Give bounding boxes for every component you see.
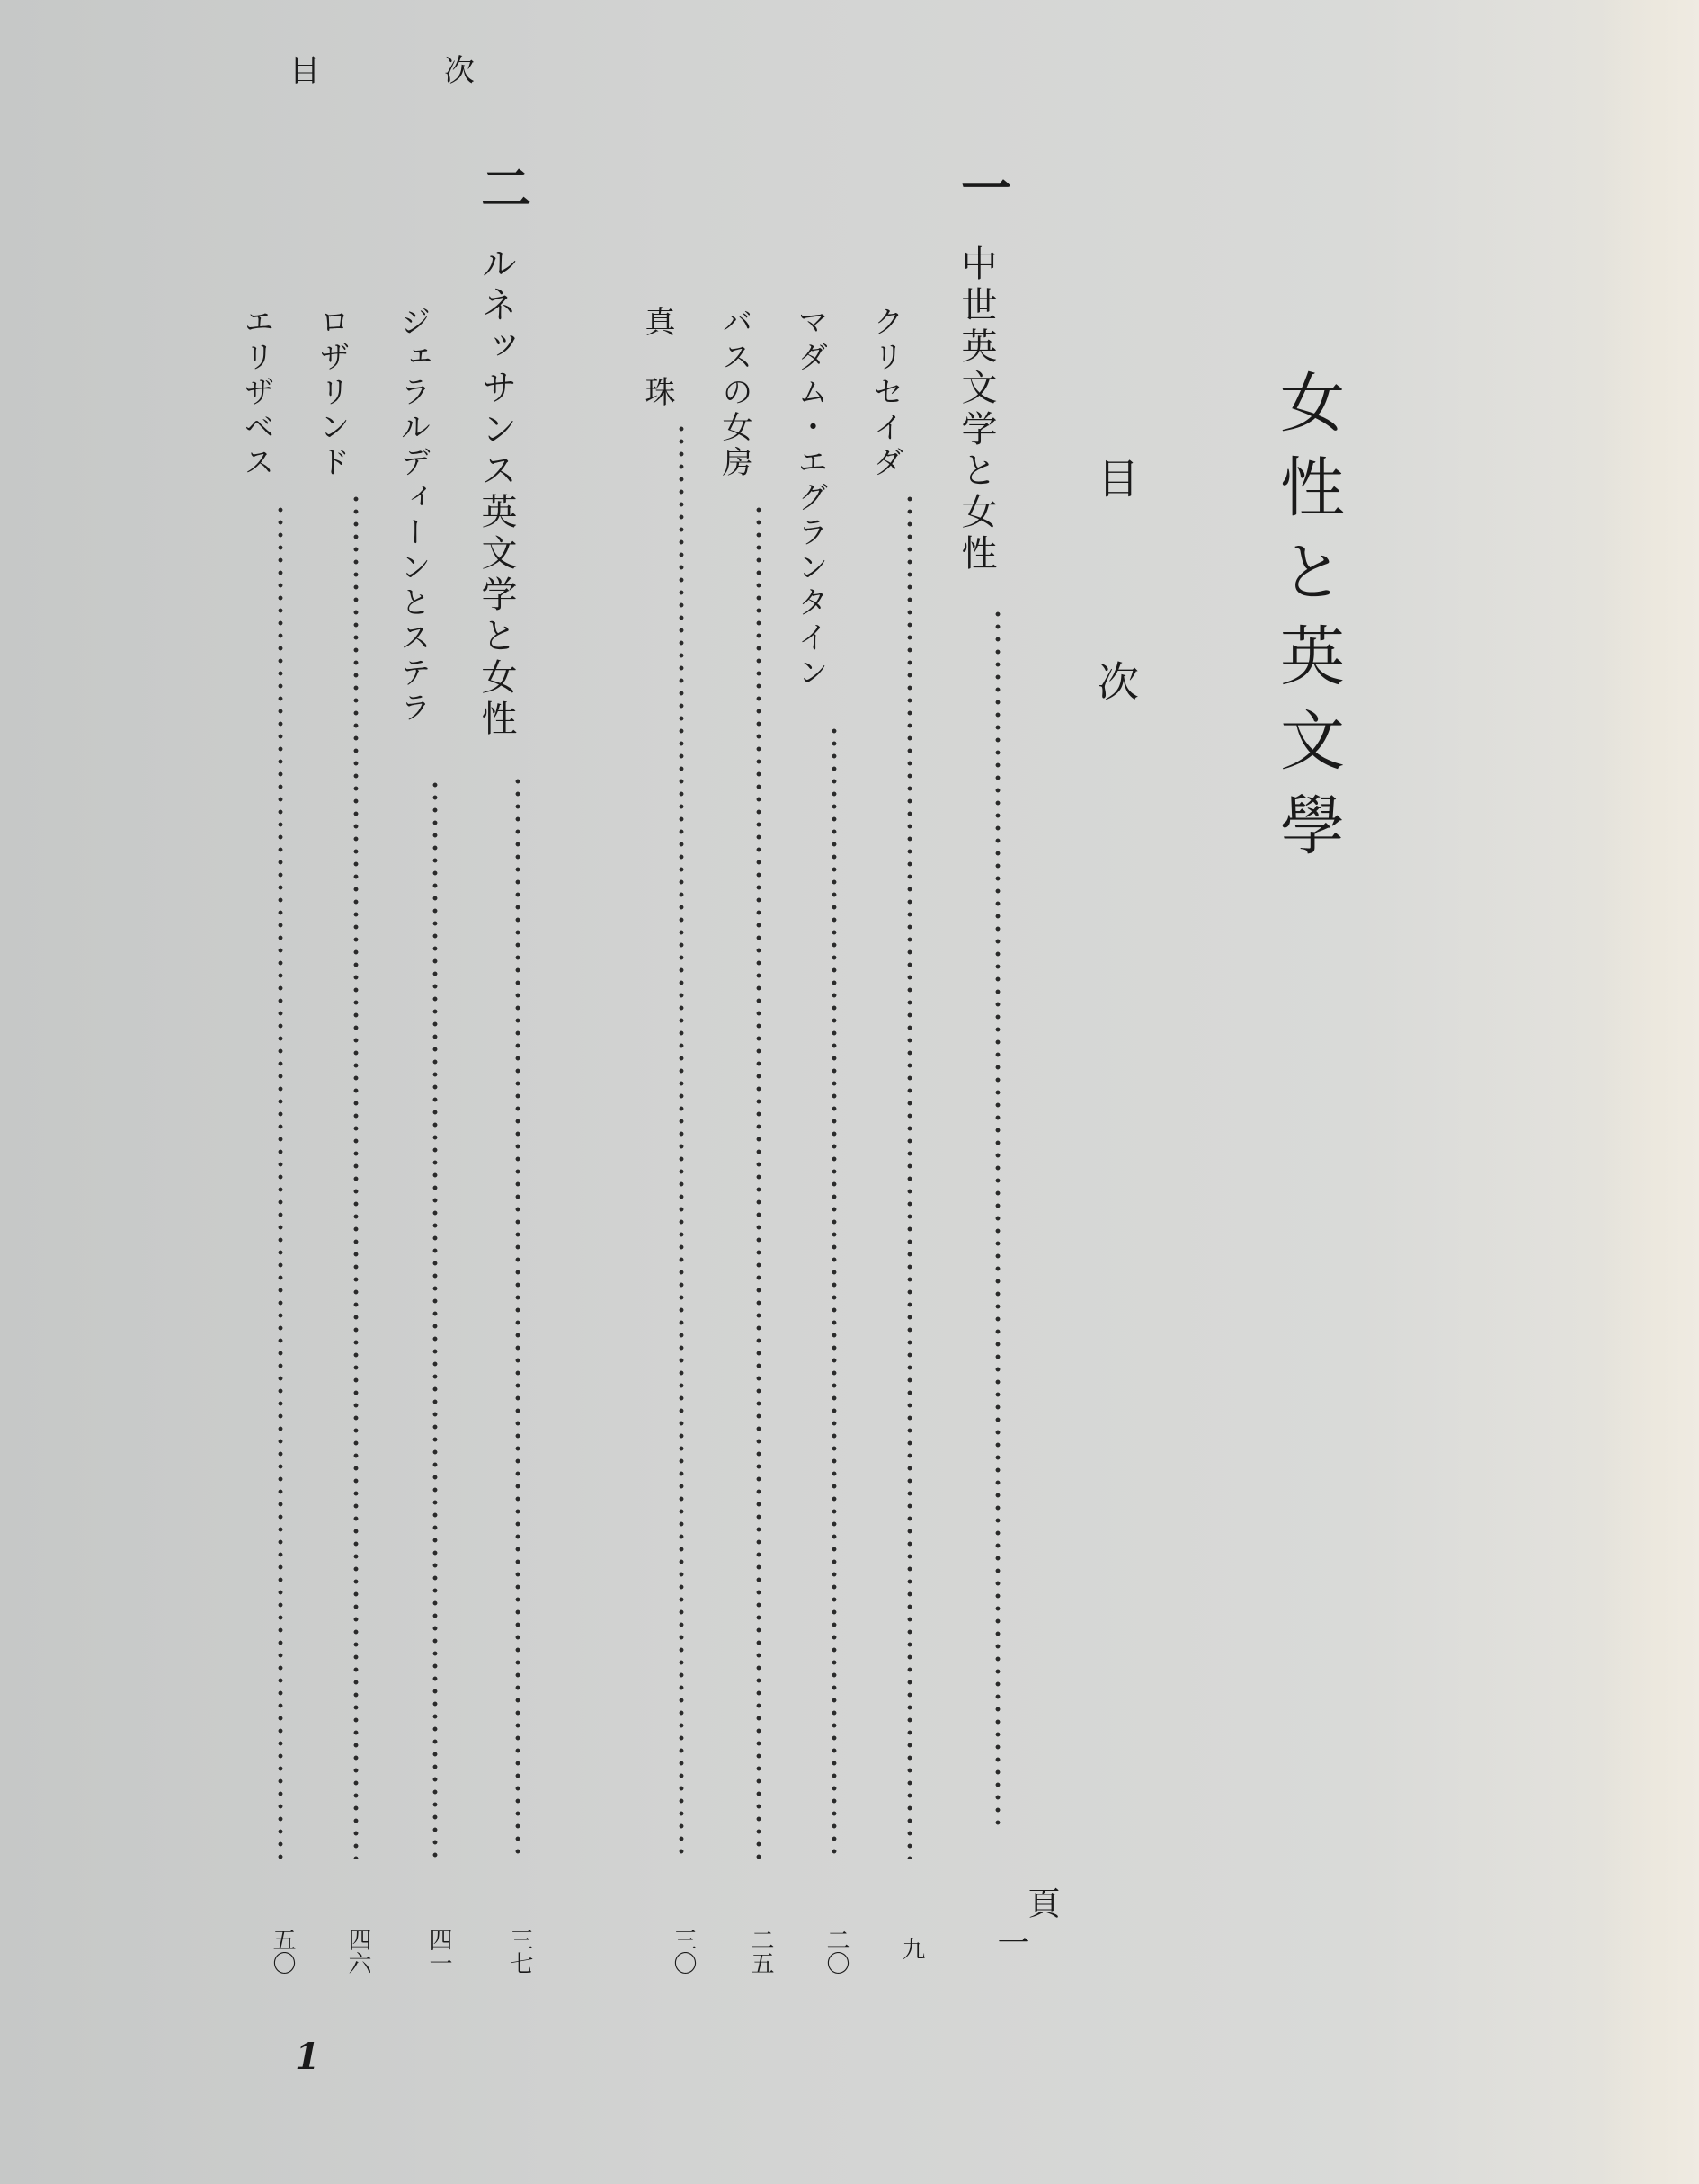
entry-geraldine-and-stella[interactable]: ジェラルディーンとステラ xyxy=(395,306,431,727)
page-column-label: 頁 xyxy=(1023,1886,1060,1919)
entry-madame-eglentyne[interactable]: マダム・エグランタイン xyxy=(792,306,828,691)
chapter-2-number: 二 xyxy=(473,162,531,212)
entry-wife-of-bath-page: 二五 xyxy=(747,1928,774,1975)
entry-elizabeth[interactable]: エリザベス xyxy=(238,306,274,481)
entry-elizabeth-page: 五〇 xyxy=(269,1928,296,1975)
entry-pearl-leader xyxy=(679,423,684,1859)
entry-geraldine-and-stella-leader xyxy=(432,779,438,1859)
running-header-right: 次 xyxy=(444,53,475,89)
entry-pearl-page: 三〇 xyxy=(670,1928,697,1975)
entry-wife-of-bath[interactable]: バスの女房 xyxy=(716,306,752,481)
entry-pearl[interactable]: 真 珠 xyxy=(639,306,675,411)
running-header-left: 目 xyxy=(289,53,320,89)
entry-wife-of-bath-leader xyxy=(756,504,761,1859)
entry-rosalind-leader xyxy=(353,493,359,1859)
toc-heading-first: 目 xyxy=(1091,457,1140,498)
chapter-1-title[interactable]: 中世英文学と女性 xyxy=(956,245,997,575)
chapter-1-leader xyxy=(995,608,1001,1829)
chapter-1-number: 一 xyxy=(953,162,1011,212)
chapter-2-page: 三七 xyxy=(506,1928,533,1975)
toc-heading-second: 次 xyxy=(1091,660,1140,701)
entry-criseyde-page: 九 xyxy=(898,1937,925,1960)
entry-elizabeth-leader xyxy=(278,504,283,1859)
entry-geraldine-and-stella-page: 四一 xyxy=(425,1928,452,1975)
entry-madame-eglentyne-leader xyxy=(832,725,837,1861)
entry-criseyde-leader xyxy=(907,493,912,1859)
entry-madame-eglentyne-page: 二〇 xyxy=(823,1928,850,1975)
entry-rosalind[interactable]: ロザリンド xyxy=(314,306,350,481)
chapter-1-page: 一 xyxy=(992,1926,1029,1958)
chapter-2-leader xyxy=(515,775,520,1859)
entry-criseyde[interactable]: クリセイダ xyxy=(867,306,903,481)
page-folio: 1 xyxy=(295,2036,320,2078)
book-title: 女性と英文學 xyxy=(1269,369,1345,876)
chapter-2-title[interactable]: ルネッサンス英文学と女性 xyxy=(476,245,517,741)
entry-rosalind-page: 四六 xyxy=(344,1928,371,1975)
page-edge-shadow xyxy=(1600,0,1699,2184)
